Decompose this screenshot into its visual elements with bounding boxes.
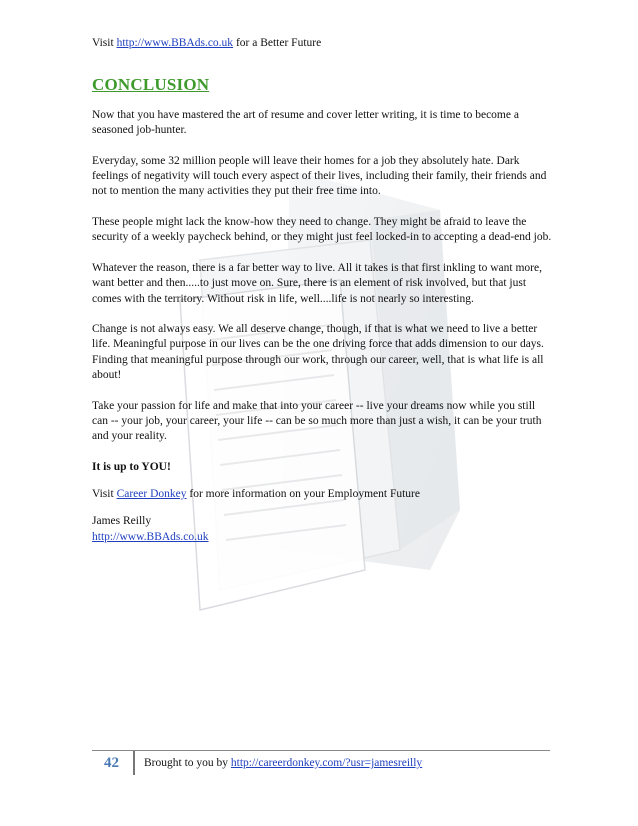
author-link[interactable]: http://www.BBAds.co.uk <box>92 530 209 543</box>
signature <box>92 514 552 545</box>
section-title: CONCLUSION <box>92 75 210 94</box>
paragraph: Take your passion for life and make that into your career -- live your dreams now while you still can -- your job, your career, your life -- can be so much more than just a wish, it can be your truth and your reality. <box>92 399 542 443</box>
author-name: James Reilly <box>92 515 152 528</box>
page-header <box>92 36 321 51</box>
footer-link[interactable]: http://careerdonkey.com/?usr=jamesreilly <box>230 757 423 769</box>
page-number: 42 <box>104 755 119 771</box>
footer-rule <box>92 750 550 751</box>
header-suffix: for a Better Future <box>235 37 322 49</box>
footer-divider <box>133 751 135 775</box>
visit-prefix: Visit <box>92 488 114 501</box>
paragraph: Everyday, some 32 million people will leave their homes for a job they absolutely hate. Dark feelings of negativity will touch every aspect of their lives, including their family, their friends and not to mention the many activities they put their free time into. <box>92 154 547 198</box>
body-text <box>92 108 552 545</box>
footer-text <box>144 757 422 769</box>
paragraph: Change is not always easy. We all deserve change, though, if that is what we need to live a better life. Meaningful purpose in our lives can be the one driving force that adds dimension to our days. Finding that meaningful purpose through our work, through our career, well, that is what life is all about! <box>92 323 544 382</box>
career-donkey-link[interactable]: Career Donkey <box>116 488 187 501</box>
paragraph: These people might lack the know-how they need to change. They might be afraid to leave the security of a weekly paycheck behind, or they might just feel locked-in to accepting a dead-end job. <box>92 216 552 244</box>
paragraph: Now that you have mastered the art of resume and cover letter writing, it is time to become a seasoned job-hunter. <box>92 109 519 137</box>
footer-prefix: Brought to you by <box>144 757 229 769</box>
header-link[interactable]: http://www.BBAds.co.uk <box>116 37 234 49</box>
emphasis-line: It is up to YOU! <box>92 460 171 473</box>
paragraph: Whatever the reason, there is a far better way to live. All it takes is that first inkling to want more, want better and then.....to just move on. Sure, there is an element of risk involved, but that just comes with the territory. Without risk in life, well....life is not nearly so interesting. <box>92 261 542 305</box>
header-prefix: Visit <box>92 37 114 49</box>
visit-line <box>92 487 552 502</box>
visit-suffix: for more information on your Employment Future <box>189 488 420 501</box>
